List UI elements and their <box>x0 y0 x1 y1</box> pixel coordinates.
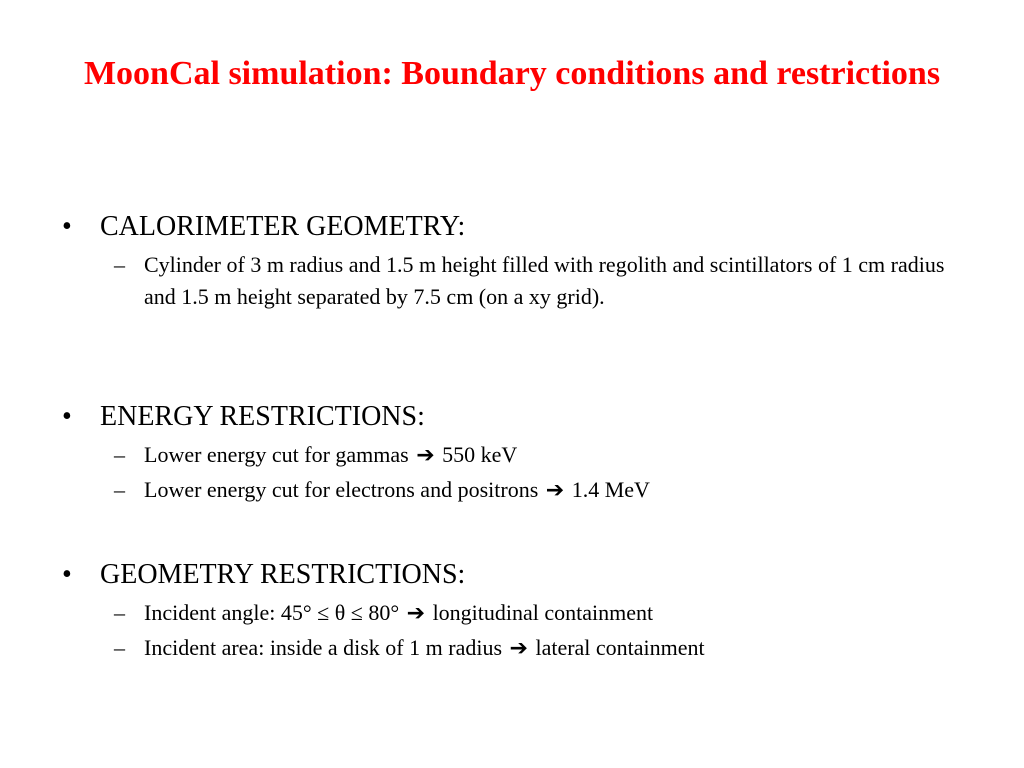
sub-item-text: Cylinder of 3 m radius and 1.5 m height filled with regolith and scintillators of 1 cm radius and 1.5 m height separated by 7.5 cm (on a xy grid). <box>144 252 945 309</box>
bullet-item <box>60 558 960 592</box>
section-geometry-restrictions <box>60 558 960 666</box>
sub-item-text-after: 550 keV <box>442 442 518 467</box>
sub-item-text <box>144 473 954 508</box>
bullet-heading: GEOMETRY RESTRICTIONS: <box>100 559 466 590</box>
sub-item <box>114 473 954 508</box>
sub-item-text-before: Incident angle: 45° ≤ θ ≤ 80° <box>144 600 400 625</box>
bullet-heading: ENERGY RESTRICTIONS: <box>100 401 425 432</box>
dash-icon: – <box>114 635 125 660</box>
arrow-right-icon: ➔ <box>545 478 565 503</box>
sub-item-text-before: Lower energy cut for electrons and positrons <box>144 477 539 502</box>
sub-item-text-after: longitudinal containment <box>432 600 654 625</box>
sub-item-text <box>144 438 954 473</box>
sub-list <box>60 248 960 313</box>
sub-item-text <box>144 596 954 631</box>
bullet-icon: • <box>62 401 72 432</box>
arrow-right-icon: ➔ <box>509 636 528 661</box>
bullet-icon: • <box>62 559 72 590</box>
bullet-item <box>60 210 960 244</box>
arrow-right-icon: ➔ <box>406 601 426 626</box>
bullet-icon: • <box>62 211 72 242</box>
sub-item-text <box>144 631 954 666</box>
sub-item <box>114 438 954 473</box>
sub-item-text-before: Lower energy cut for gammas <box>144 442 409 467</box>
arrow-right-icon: ➔ <box>416 443 435 468</box>
bullet-item <box>60 400 960 434</box>
slide-title: MoonCal simulation: Boundary conditions and restrictions <box>83 55 941 92</box>
sub-list <box>60 596 960 666</box>
sub-item <box>114 248 954 313</box>
sub-list <box>60 438 960 508</box>
dash-icon: – <box>114 442 125 467</box>
bullet-heading: CALORIMETER GEOMETRY: <box>100 211 466 242</box>
sub-item <box>114 596 954 631</box>
dash-icon: – <box>114 600 125 625</box>
dash-icon: – <box>114 252 125 277</box>
sub-item <box>114 631 954 666</box>
section-energy-restrictions <box>60 400 960 508</box>
sub-item-text-after: 1.4 MeV <box>571 477 650 502</box>
sub-item-text-after: lateral containment <box>535 635 705 660</box>
dash-icon: – <box>114 477 125 502</box>
sub-item-text-before: Incident area: inside a disk of 1 m radius <box>144 635 503 660</box>
section-calorimeter-geometry <box>60 210 960 313</box>
